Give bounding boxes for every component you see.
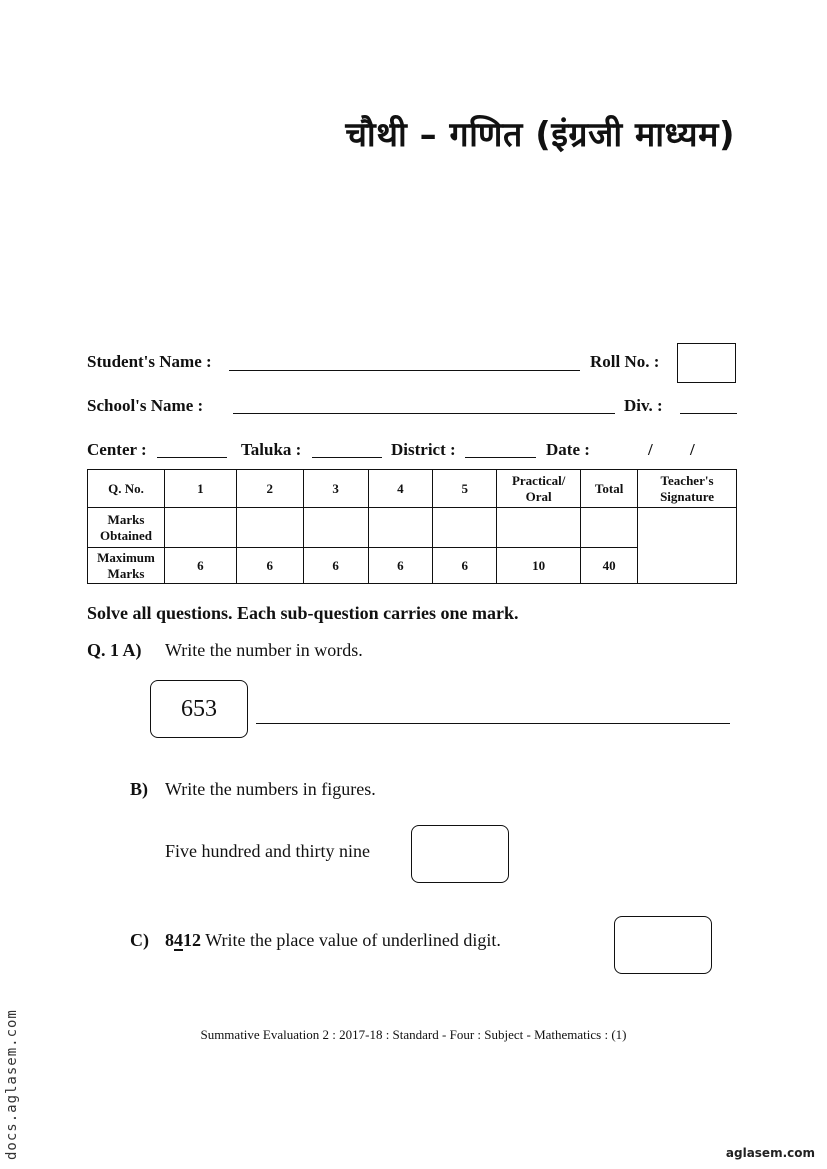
marks-cell[interactable] [581, 508, 638, 548]
q1c-number-part: 8 [165, 930, 174, 950]
taluka-label: Taluka : [241, 440, 302, 459]
marks-cell[interactable] [497, 508, 581, 548]
marks-cell[interactable] [236, 508, 303, 548]
row-label [88, 548, 165, 584]
max-cell: 6 [164, 548, 236, 584]
q1a-number: 653 [181, 695, 217, 722]
date-separator: / [690, 440, 695, 459]
taluka-field[interactable] [312, 457, 382, 458]
q1a-number-box [150, 680, 248, 738]
page-footer: Summative Evaluation 2 : 2017-18 : Standard - Four : Subject - Mathematics : (1) [200, 1027, 627, 1042]
district-label: District : [391, 440, 456, 459]
center-label: Center : [87, 440, 147, 459]
table-header: Q. No. [88, 470, 165, 508]
max-cell: 6 [433, 548, 497, 584]
roll-no-box[interactable] [677, 343, 736, 383]
row-label-line: Marks [107, 511, 145, 527]
table-header-row [88, 470, 737, 508]
teacher-header-line: Signature [660, 488, 714, 504]
table-header: 2 [236, 470, 303, 508]
row-label [88, 508, 165, 548]
marks-cell[interactable] [164, 508, 236, 548]
table-header: 1 [164, 470, 236, 508]
max-cell: 6 [303, 548, 368, 584]
q1c-text: Write the place value of underlined digit. [205, 930, 501, 950]
roll-no-label: Roll No. : [590, 352, 660, 371]
row-label-line: Marks [107, 565, 145, 581]
corner-watermark: aglasem.com [725, 1146, 815, 1160]
marks-cell[interactable] [433, 508, 497, 548]
marks-cell[interactable] [303, 508, 368, 548]
student-name-field[interactable] [229, 370, 580, 371]
practical-header-line: Oral [525, 488, 552, 504]
center-field[interactable] [157, 457, 227, 458]
max-cell: 6 [236, 548, 303, 584]
q1c-number [165, 930, 201, 950]
q1b-text: Write the numbers in figures. [165, 779, 376, 799]
q1a-label: Q. 1 A) [87, 640, 142, 660]
q1b-label: B) [130, 779, 148, 799]
school-name-field[interactable] [233, 413, 615, 414]
row-label-line: Maximum [97, 549, 155, 565]
table-header [497, 470, 581, 508]
marks-table [87, 469, 737, 584]
q1a-answer-line[interactable] [256, 723, 730, 724]
q1b-prompt: Five hundred and thirty nine [165, 841, 370, 861]
district-field[interactable] [465, 457, 536, 458]
date-separator: / [648, 440, 653, 459]
q1c-question [165, 930, 501, 951]
div-label: Div. : [624, 396, 663, 415]
q1a-text: Write the number in words. [165, 640, 363, 660]
table-header: Total [581, 470, 638, 508]
max-cell: 10 [497, 548, 581, 584]
student-name-label: Student's Name : [87, 352, 212, 371]
div-field[interactable] [680, 413, 737, 414]
practical-header-line: Practical/ [511, 472, 566, 488]
marks-cell[interactable] [368, 508, 433, 548]
q1c-underlined-digit: 4 [174, 930, 183, 950]
max-cell: 6 [368, 548, 433, 584]
table-header: 5 [433, 470, 497, 508]
instructions: Solve all questions. Each sub-question carries one mark. [87, 603, 519, 623]
marks-obtained-row [88, 508, 737, 548]
table-header: 3 [303, 470, 368, 508]
q1c-label: C) [130, 930, 149, 950]
page-title: चौथी – गणित (इंग्रजी माध्यम) [345, 115, 735, 155]
table-header: 4 [368, 470, 433, 508]
date-label: Date : [546, 440, 590, 459]
table-header [638, 470, 737, 508]
teacher-header-line: Teacher's [660, 472, 714, 488]
teacher-signature-cell[interactable] [638, 508, 737, 584]
q1b-answer-box[interactable] [411, 825, 509, 883]
q1c-answer-box[interactable] [614, 916, 712, 974]
q1c-number-part: 12 [183, 930, 201, 950]
school-name-label: School's Name : [87, 396, 204, 415]
row-label-line: Obtained [99, 527, 152, 543]
max-cell: 40 [581, 548, 638, 584]
side-watermark: docs.aglasem.com [4, 1009, 20, 1160]
